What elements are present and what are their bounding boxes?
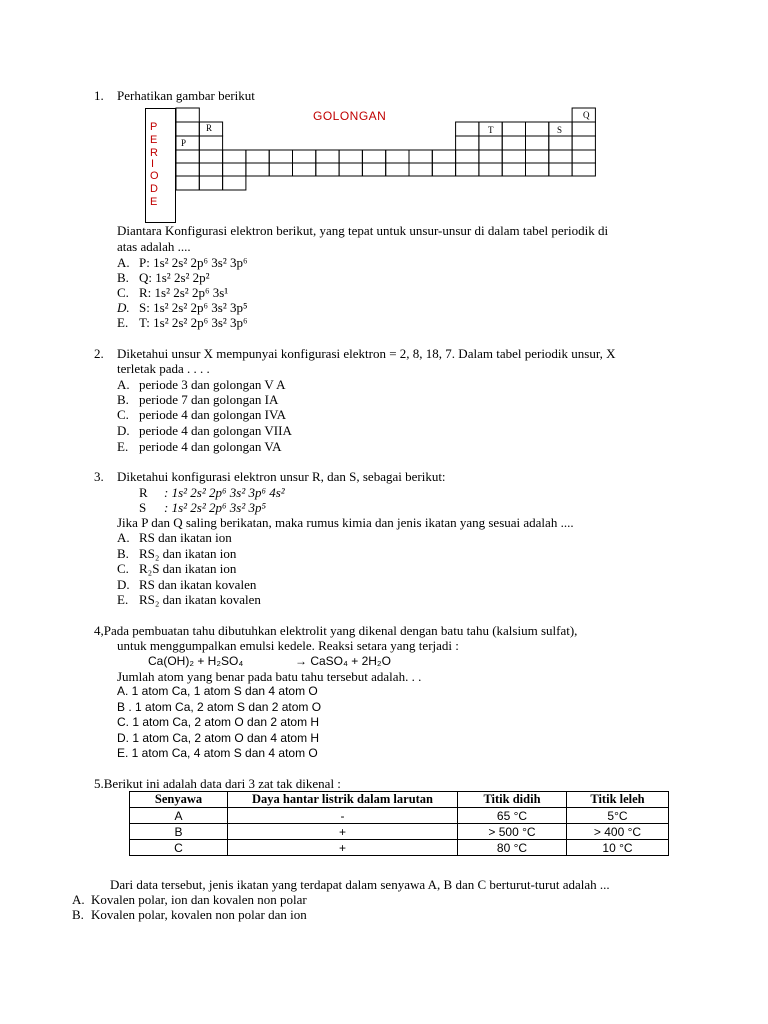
periodic-cell — [479, 150, 502, 163]
periodic-cell — [572, 163, 595, 176]
table-header: Titik leleh — [567, 792, 669, 808]
q2-option-key: D. — [117, 423, 130, 438]
q3-config-r: : 1s² 2s² 2p⁶ 3s² 3p⁶ 4s² — [164, 485, 285, 500]
periodic-cell — [502, 122, 525, 136]
periodic-grid — [0, 0, 768, 230]
q5-option-text: Kovalen polar, kovalen non polar dan ion — [91, 907, 307, 922]
periodic-cell — [293, 163, 316, 176]
q1-option-text: P: 1s² 2s² 2p⁶ 3s² 3p⁶ — [139, 255, 248, 270]
q3-config-r-label: R — [139, 485, 148, 500]
q1-option-text: Q: 1s² 2s² 2p² — [139, 270, 210, 285]
table-cell: > 400 °C — [567, 824, 669, 840]
periodic-cell — [362, 163, 385, 176]
table-cell: A — [130, 808, 228, 824]
q4-stem-line3: Jumlah atom yang benar pada batu tahu tersebut adalah. . . — [117, 669, 422, 684]
periodic-cell — [502, 163, 525, 176]
table-row — [130, 808, 669, 824]
q5-option-key: A. — [72, 892, 85, 907]
q1-stem-line2: atas adalah .... — [117, 239, 191, 254]
periodic-cell — [176, 176, 199, 190]
q1-option-text: T: 1s² 2s² 2p⁶ 3s² 3p⁶ — [139, 315, 248, 330]
q1-option-key: C. — [117, 285, 129, 300]
table-header: Daya hantar listrik dalam larutan — [228, 792, 458, 808]
periodic-cell — [479, 163, 502, 176]
q3-option-key: C. — [117, 561, 129, 576]
periodic-cell — [479, 136, 502, 150]
periode-letter: R — [150, 147, 158, 159]
q4-reaction-right: → CaSO₄ + 2H₂O — [295, 654, 391, 668]
periodic-cell — [316, 150, 339, 163]
q1-number: 1. — [94, 88, 104, 103]
periodic-cell — [526, 122, 549, 136]
q3-option-text: R₂S dan ikatan ion — [139, 561, 237, 576]
periodic-cell — [293, 150, 316, 163]
periodic-cell — [176, 122, 199, 136]
q3-config-s: : 1s² 2s² 2p⁶ 3s² 3p⁵ — [164, 500, 266, 515]
q3-option-text: RS₂ dan ikatan kovalen — [139, 592, 261, 607]
q4-stem-line2: untuk menggumpalkan emulsi kedele. Reaksi setara yang terjadi : — [117, 638, 459, 653]
cell-label-r: R — [206, 123, 213, 133]
table-cell: 5°C — [567, 808, 669, 824]
periode-letter: D — [150, 183, 158, 195]
q2-option-text: periode 4 dan golongan VA — [139, 439, 282, 454]
q2-number: 2. — [94, 346, 104, 361]
table-cell: 80 °C — [458, 840, 567, 856]
periodic-cell — [176, 136, 199, 150]
table-row — [130, 840, 669, 856]
q2-stem-line1: Diketahui unsur X mempunyai konfigurasi elektron = 2, 8, 18, 7. Dalam tabel periodik unsur, X — [117, 346, 616, 361]
q1-option-text: R: 1s² 2s² 2p⁶ 3s¹ — [139, 285, 229, 300]
table-header: Titik didih — [458, 792, 567, 808]
periodic-cell — [223, 163, 246, 176]
periodic-cell — [456, 122, 479, 136]
q1-option-key: D. — [117, 300, 130, 315]
q5-option-text: Kovalen polar, ion dan kovalen non polar — [91, 892, 307, 907]
q2-option-text: periode 4 dan golongan IVA — [139, 407, 287, 422]
cell-label-t: T — [488, 125, 494, 135]
periodic-cell — [176, 108, 199, 122]
periodic-cell — [549, 163, 572, 176]
q5-stem-line2: Dari data tersebut, jenis ikatan yang terdapat dalam senyawa A, B dan C berturut-turut adalah ... — [110, 877, 610, 892]
q1-option-text: S: 1s² 2s² 2p⁶ 3s² 3p⁵ — [139, 300, 248, 315]
periode-letter: O — [150, 170, 159, 182]
q2-option-text: periode 3 dan golongan V A — [139, 377, 286, 392]
periodic-cell — [223, 176, 246, 190]
q1-option-key: A. — [117, 255, 130, 270]
periodic-cell — [456, 163, 479, 176]
table-cell: C — [130, 840, 228, 856]
periodic-cell — [339, 150, 362, 163]
periodic-cell — [246, 150, 269, 163]
q1-prompt: Perhatikan gambar berikut — [117, 88, 255, 103]
table-cell: + — [228, 824, 458, 840]
periodic-cell — [549, 136, 572, 150]
periodic-cell — [176, 150, 199, 163]
q3-stem-line1: Diketahui konfigurasi elektron unsur R, dan S, sebagai berikut: — [117, 469, 446, 484]
table-header-row — [130, 792, 669, 808]
periodic-cell — [269, 150, 292, 163]
q4-option: D. 1 atom Ca, 2 atom O dan 4 atom H — [117, 731, 320, 745]
q3-option-text: RS₂ dan ikatan ion — [139, 546, 237, 561]
q1-option-key: B. — [117, 270, 129, 285]
cell-label-q: Q — [583, 110, 590, 120]
periodic-cell — [246, 163, 269, 176]
q1-stem-line1: Diantara Konfigurasi elektron berikut, yang tepat untuk unsur-unsur di dalam tabel periodik di — [117, 223, 609, 238]
q4-option: C. 1 atom Ca, 2 atom O dan 2 atom H — [117, 715, 320, 729]
q3-option-key: D. — [117, 577, 130, 592]
q3-stem-line2: Jika P dan Q saling berikatan, maka rumus kimia dan jenis ikatan yang sesuai adalah .... — [117, 515, 574, 530]
periodic-cell — [432, 163, 455, 176]
q3-option-key: E. — [117, 592, 129, 607]
periodic-cell — [526, 150, 549, 163]
q2-option-text: periode 4 dan golongan VIIA — [139, 423, 292, 438]
periodic-cell — [502, 136, 525, 150]
q2-option-key: E. — [117, 439, 129, 454]
q4-reaction-left: Ca(OH)₂ + H₂SO₄ — [148, 654, 244, 668]
periode-letter: I — [151, 158, 155, 170]
table-cell: > 500 °C — [458, 824, 567, 840]
table-cell: 65 °C — [458, 808, 567, 824]
periodic-cell — [549, 150, 572, 163]
table-header: Senyawa — [130, 792, 228, 808]
cell-label-p: P — [181, 138, 187, 148]
table-cell: - — [228, 808, 458, 824]
q4-stem-line1: 4,Pada pembuatan tahu dibutuhkan elektrolit yang dikenal dengan batu tahu (kalsium sulfat), — [94, 623, 578, 638]
q2-stem-line2: terletak pada . . . . — [117, 361, 210, 376]
q3-option-text: RS dan ikatan ion — [139, 530, 232, 545]
periodic-cell — [339, 163, 362, 176]
periodic-cell — [199, 150, 222, 163]
q2-option-key: C. — [117, 407, 129, 422]
q3-config-s-label: S — [139, 500, 147, 515]
periodic-cell — [199, 163, 222, 176]
periodic-cell — [432, 150, 455, 163]
periodic-cell — [572, 122, 595, 136]
periodic-cell — [572, 136, 595, 150]
q5-data-table — [129, 791, 669, 856]
q5-stem-line1: 5.Berikut ini adalah data dari 3 zat tak dikenal : — [94, 776, 341, 791]
q1-option-key: E. — [117, 315, 129, 330]
periodic-cell — [409, 163, 432, 176]
periodic-cell — [199, 136, 222, 150]
q4-option: B . 1 atom Ca, 2 atom S dan 2 atom O — [117, 700, 322, 714]
periodic-cell — [223, 150, 246, 163]
cell-label-s: S — [557, 125, 563, 135]
periode-letter: E — [150, 196, 158, 208]
periode-letter: P — [150, 121, 158, 133]
q2-option-text: periode 7 dan golongan IA — [139, 392, 279, 407]
q2-option-key: A. — [117, 377, 130, 392]
table-cell: 10 °C — [567, 840, 669, 856]
table-cell: B — [130, 824, 228, 840]
q4-option: E. 1 atom Ca, 4 atom S dan 4 atom O — [117, 746, 318, 760]
periodic-cell — [362, 150, 385, 163]
periode-letter: E — [150, 134, 158, 146]
periodic-cell — [526, 136, 549, 150]
periodic-cell — [269, 163, 292, 176]
q2-option-key: B. — [117, 392, 129, 407]
periodic-cell — [572, 150, 595, 163]
table-row — [130, 824, 669, 840]
q3-option-text: RS dan ikatan kovalen — [139, 577, 257, 592]
periodic-cell — [176, 163, 199, 176]
table-cell: + — [228, 840, 458, 856]
periodic-cell — [456, 136, 479, 150]
golongan-title: GOLONGAN — [313, 109, 387, 123]
periodic-cell — [502, 150, 525, 163]
periodic-cell — [456, 150, 479, 163]
periodic-cell — [386, 163, 409, 176]
periodic-cell — [316, 163, 339, 176]
periodic-cell — [409, 150, 432, 163]
q3-option-key: A. — [117, 530, 130, 545]
q5-option-key: B. — [72, 907, 84, 922]
periodic-cell — [386, 150, 409, 163]
q3-option-key: B. — [117, 546, 129, 561]
periodic-cell — [199, 176, 222, 190]
q3-number: 3. — [94, 469, 104, 484]
q4-option: A. 1 atom Ca, 1 atom S dan 4 atom O — [117, 684, 318, 698]
periodic-cell — [526, 163, 549, 176]
